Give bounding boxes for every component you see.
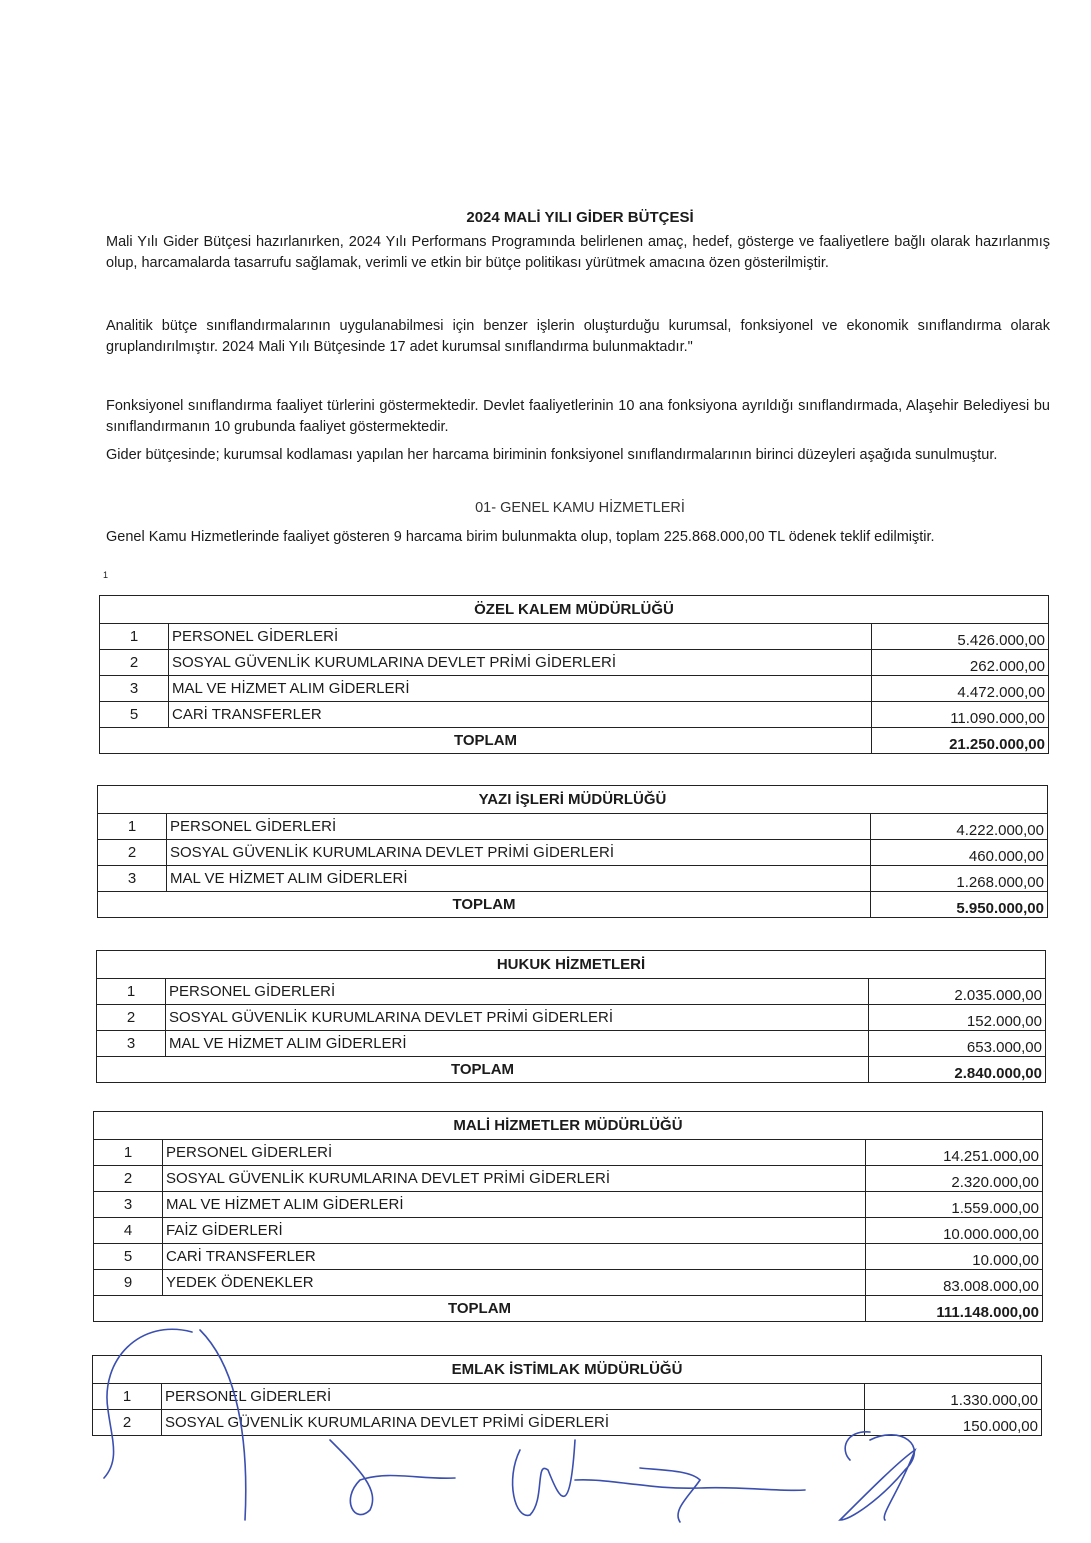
signature-4b-icon bbox=[845, 1432, 870, 1460]
row-amount: 14.251.000,00 bbox=[866, 1140, 1043, 1166]
row-label: YEDEK ÖDENEKLER bbox=[163, 1270, 866, 1296]
signature-3c-icon bbox=[640, 1468, 700, 1522]
table-row bbox=[93, 1410, 1042, 1436]
table-row bbox=[94, 1244, 1043, 1270]
dept-header: ÖZEL KALEM MÜDÜRLÜĞÜ bbox=[100, 596, 1049, 624]
table-row bbox=[94, 1192, 1043, 1218]
row-label: SOSYAL GÜVENLİK KURUMLARINA DEVLET PRİMİ GİDERLERİ bbox=[167, 840, 871, 866]
signature-2-icon bbox=[330, 1440, 455, 1515]
table-row bbox=[98, 814, 1048, 840]
row-label: SOSYAL GÜVENLİK KURUMLARINA DEVLET PRİMİ GİDERLERİ bbox=[162, 1410, 865, 1436]
row-code: 2 bbox=[97, 1005, 166, 1031]
table-row bbox=[97, 979, 1046, 1005]
row-code: 1 bbox=[93, 1384, 162, 1410]
row-code: 3 bbox=[100, 676, 169, 702]
row-amount: 262.000,00 bbox=[872, 650, 1049, 676]
row-code: 3 bbox=[97, 1031, 166, 1057]
row-code: 2 bbox=[100, 650, 169, 676]
row-amount: 4.472.000,00 bbox=[872, 676, 1049, 702]
table-row bbox=[98, 840, 1048, 866]
row-amount: 653.000,00 bbox=[869, 1031, 1046, 1057]
row-label: SOSYAL GÜVENLİK KURUMLARINA DEVLET PRİMİ GİDERLERİ bbox=[163, 1166, 866, 1192]
table-row bbox=[98, 866, 1048, 892]
dept-table-mali-hizmetler bbox=[93, 1111, 1043, 1322]
total-amount: 5.950.000,00 bbox=[871, 892, 1048, 918]
row-code: 1 bbox=[97, 979, 166, 1005]
row-label: MAL VE HİZMET ALIM GİDERLERİ bbox=[169, 676, 872, 702]
table-row bbox=[100, 624, 1049, 650]
table-row bbox=[100, 650, 1049, 676]
dept-header: MALİ HİZMETLER MÜDÜRLÜĞÜ bbox=[94, 1112, 1043, 1140]
document-title: 2024 MALİ YILI GİDER BÜTÇESİ bbox=[466, 209, 694, 226]
dept-header: HUKUK HİZMETLERİ bbox=[97, 951, 1046, 979]
row-amount: 1.559.000,00 bbox=[866, 1192, 1043, 1218]
total-label: TOPLAM bbox=[97, 1057, 869, 1083]
dept-header: YAZI İŞLERİ MÜDÜRLÜĞÜ bbox=[98, 786, 1048, 814]
table-row bbox=[94, 1140, 1043, 1166]
row-label: MAL VE HİZMET ALIM GİDERLERİ bbox=[163, 1192, 866, 1218]
row-label: PERSONEL GİDERLERİ bbox=[162, 1384, 865, 1410]
signature-3-icon bbox=[513, 1440, 575, 1515]
row-amount: 4.222.000,00 bbox=[871, 814, 1048, 840]
row-label: FAİZ GİDERLERİ bbox=[163, 1218, 866, 1244]
row-code: 1 bbox=[98, 814, 167, 840]
total-row bbox=[94, 1296, 1043, 1322]
total-label: TOPLAM bbox=[100, 728, 872, 754]
total-row bbox=[100, 728, 1049, 754]
total-row bbox=[98, 892, 1048, 918]
intro-paragraph-1: Mali Yılı Gider Bütçesi hazırlanırken, 2024 Yılı Performans Programında belirlenen amaç, hedef, gösterge ve faaliyetlere bağlı olarak hazırlanmış olup, harcamalarda tasarrufu sağlamak, verimli ve etkin bir bütçe politikası yürütmek amacına özen gösterilmiştir. bbox=[106, 234, 1050, 271]
table-row bbox=[93, 1384, 1042, 1410]
row-amount: 11.090.000,00 bbox=[872, 702, 1049, 728]
dept-header: EMLAK İSTİMLAK MÜDÜRLÜĞÜ bbox=[93, 1356, 1042, 1384]
row-code: 4 bbox=[94, 1218, 163, 1244]
table-row bbox=[100, 676, 1049, 702]
intro-paragraph-3: Fonksiyonel sınıflandırma faaliyet türlerini göstermektedir. Devlet faaliyetlerinin 10 ana fonksiyona ayrıldığı sınıflandırmada, Alaşehir Belediyesi bu sınıflandırmanın 10 grubunda faaliyet göstermektedir. bbox=[106, 398, 1050, 435]
row-code: 5 bbox=[94, 1244, 163, 1270]
dept-table-hukuk bbox=[96, 950, 1046, 1083]
row-label: CARİ TRANSFERLER bbox=[163, 1244, 866, 1270]
table-row bbox=[94, 1166, 1043, 1192]
row-label: MAL VE HİZMET ALIM GİDERLERİ bbox=[166, 1031, 869, 1057]
total-label: TOPLAM bbox=[98, 892, 871, 918]
table-row bbox=[97, 1031, 1046, 1057]
row-code: 2 bbox=[93, 1410, 162, 1436]
row-label: PERSONEL GİDERLERİ bbox=[169, 624, 872, 650]
signature-3b-icon bbox=[575, 1480, 805, 1491]
row-amount: 5.426.000,00 bbox=[872, 624, 1049, 650]
row-code: 1 bbox=[100, 624, 169, 650]
row-label: CARİ TRANSFERLER bbox=[169, 702, 872, 728]
dept-table-ozel-kalem bbox=[99, 595, 1049, 754]
section-title: 01- GENEL KAMU HİZMETLERİ bbox=[475, 500, 685, 516]
total-amount: 2.840.000,00 bbox=[869, 1057, 1046, 1083]
table-row bbox=[94, 1218, 1043, 1244]
row-amount: 150.000,00 bbox=[865, 1410, 1042, 1436]
table-row bbox=[100, 702, 1049, 728]
row-amount: 1.330.000,00 bbox=[865, 1384, 1042, 1410]
row-code: 9 bbox=[94, 1270, 163, 1296]
row-label: PERSONEL GİDERLERİ bbox=[166, 979, 869, 1005]
row-amount: 10.000.000,00 bbox=[866, 1218, 1043, 1244]
row-code: 5 bbox=[100, 702, 169, 728]
dept-table-emlak-istimlak bbox=[92, 1355, 1042, 1436]
row-amount: 10.000,00 bbox=[866, 1244, 1043, 1270]
total-row bbox=[97, 1057, 1046, 1083]
total-amount: 111.148.000,00 bbox=[866, 1296, 1043, 1322]
row-amount: 83.008.000,00 bbox=[866, 1270, 1043, 1296]
row-amount: 1.268.000,00 bbox=[871, 866, 1048, 892]
intro-paragraph-2: Analitik bütçe sınıflandırmalarının uygulanabilmesi için benzer işlerin oluşturduğu kurumsal, fonksiyonel ve ekonomik sınıflandırma olarak gruplandırılmıştır. 2024 Mali Yılı Bütçesinde 17 adet kurumsal sınıflandırma bulunmaktadır." bbox=[106, 318, 1050, 355]
row-amount: 2.035.000,00 bbox=[869, 979, 1046, 1005]
page-mark: 1 bbox=[103, 570, 109, 580]
table-row bbox=[97, 1005, 1046, 1031]
dept-table-yazi-isleri bbox=[97, 785, 1048, 918]
row-label: SOSYAL GÜVENLİK KURUMLARINA DEVLET PRİMİ GİDERLERİ bbox=[169, 650, 872, 676]
intro-paragraph-4: Gider bütçesinde; kurumsal kodlaması yapılan her harcama biriminin fonksiyonel sınıflandırmalarının birinci düzeyleri aşağıda sunulmuştur. bbox=[106, 447, 998, 463]
row-label: PERSONEL GİDERLERİ bbox=[167, 814, 871, 840]
row-code: 3 bbox=[98, 866, 167, 892]
row-label: MAL VE HİZMET ALIM GİDERLERİ bbox=[167, 866, 871, 892]
row-code: 2 bbox=[94, 1166, 163, 1192]
row-code: 3 bbox=[94, 1192, 163, 1218]
row-label: SOSYAL GÜVENLİK KURUMLARINA DEVLET PRİMİ GİDERLERİ bbox=[166, 1005, 869, 1031]
row-label: PERSONEL GİDERLERİ bbox=[163, 1140, 866, 1166]
total-label: TOPLAM bbox=[94, 1296, 866, 1322]
total-amount: 21.250.000,00 bbox=[872, 728, 1049, 754]
signature-4-icon bbox=[840, 1435, 915, 1520]
section-intro: Genel Kamu Hizmetlerinde faaliyet gösteren 9 harcama birim bulunmakta olup, toplam 225.868.000,00 TL ödenek teklif edilmiştir. bbox=[106, 529, 935, 545]
row-amount: 152.000,00 bbox=[869, 1005, 1046, 1031]
row-amount: 2.320.000,00 bbox=[866, 1166, 1043, 1192]
row-code: 2 bbox=[98, 840, 167, 866]
table-row bbox=[94, 1270, 1043, 1296]
row-code: 1 bbox=[94, 1140, 163, 1166]
row-amount: 460.000,00 bbox=[871, 840, 1048, 866]
